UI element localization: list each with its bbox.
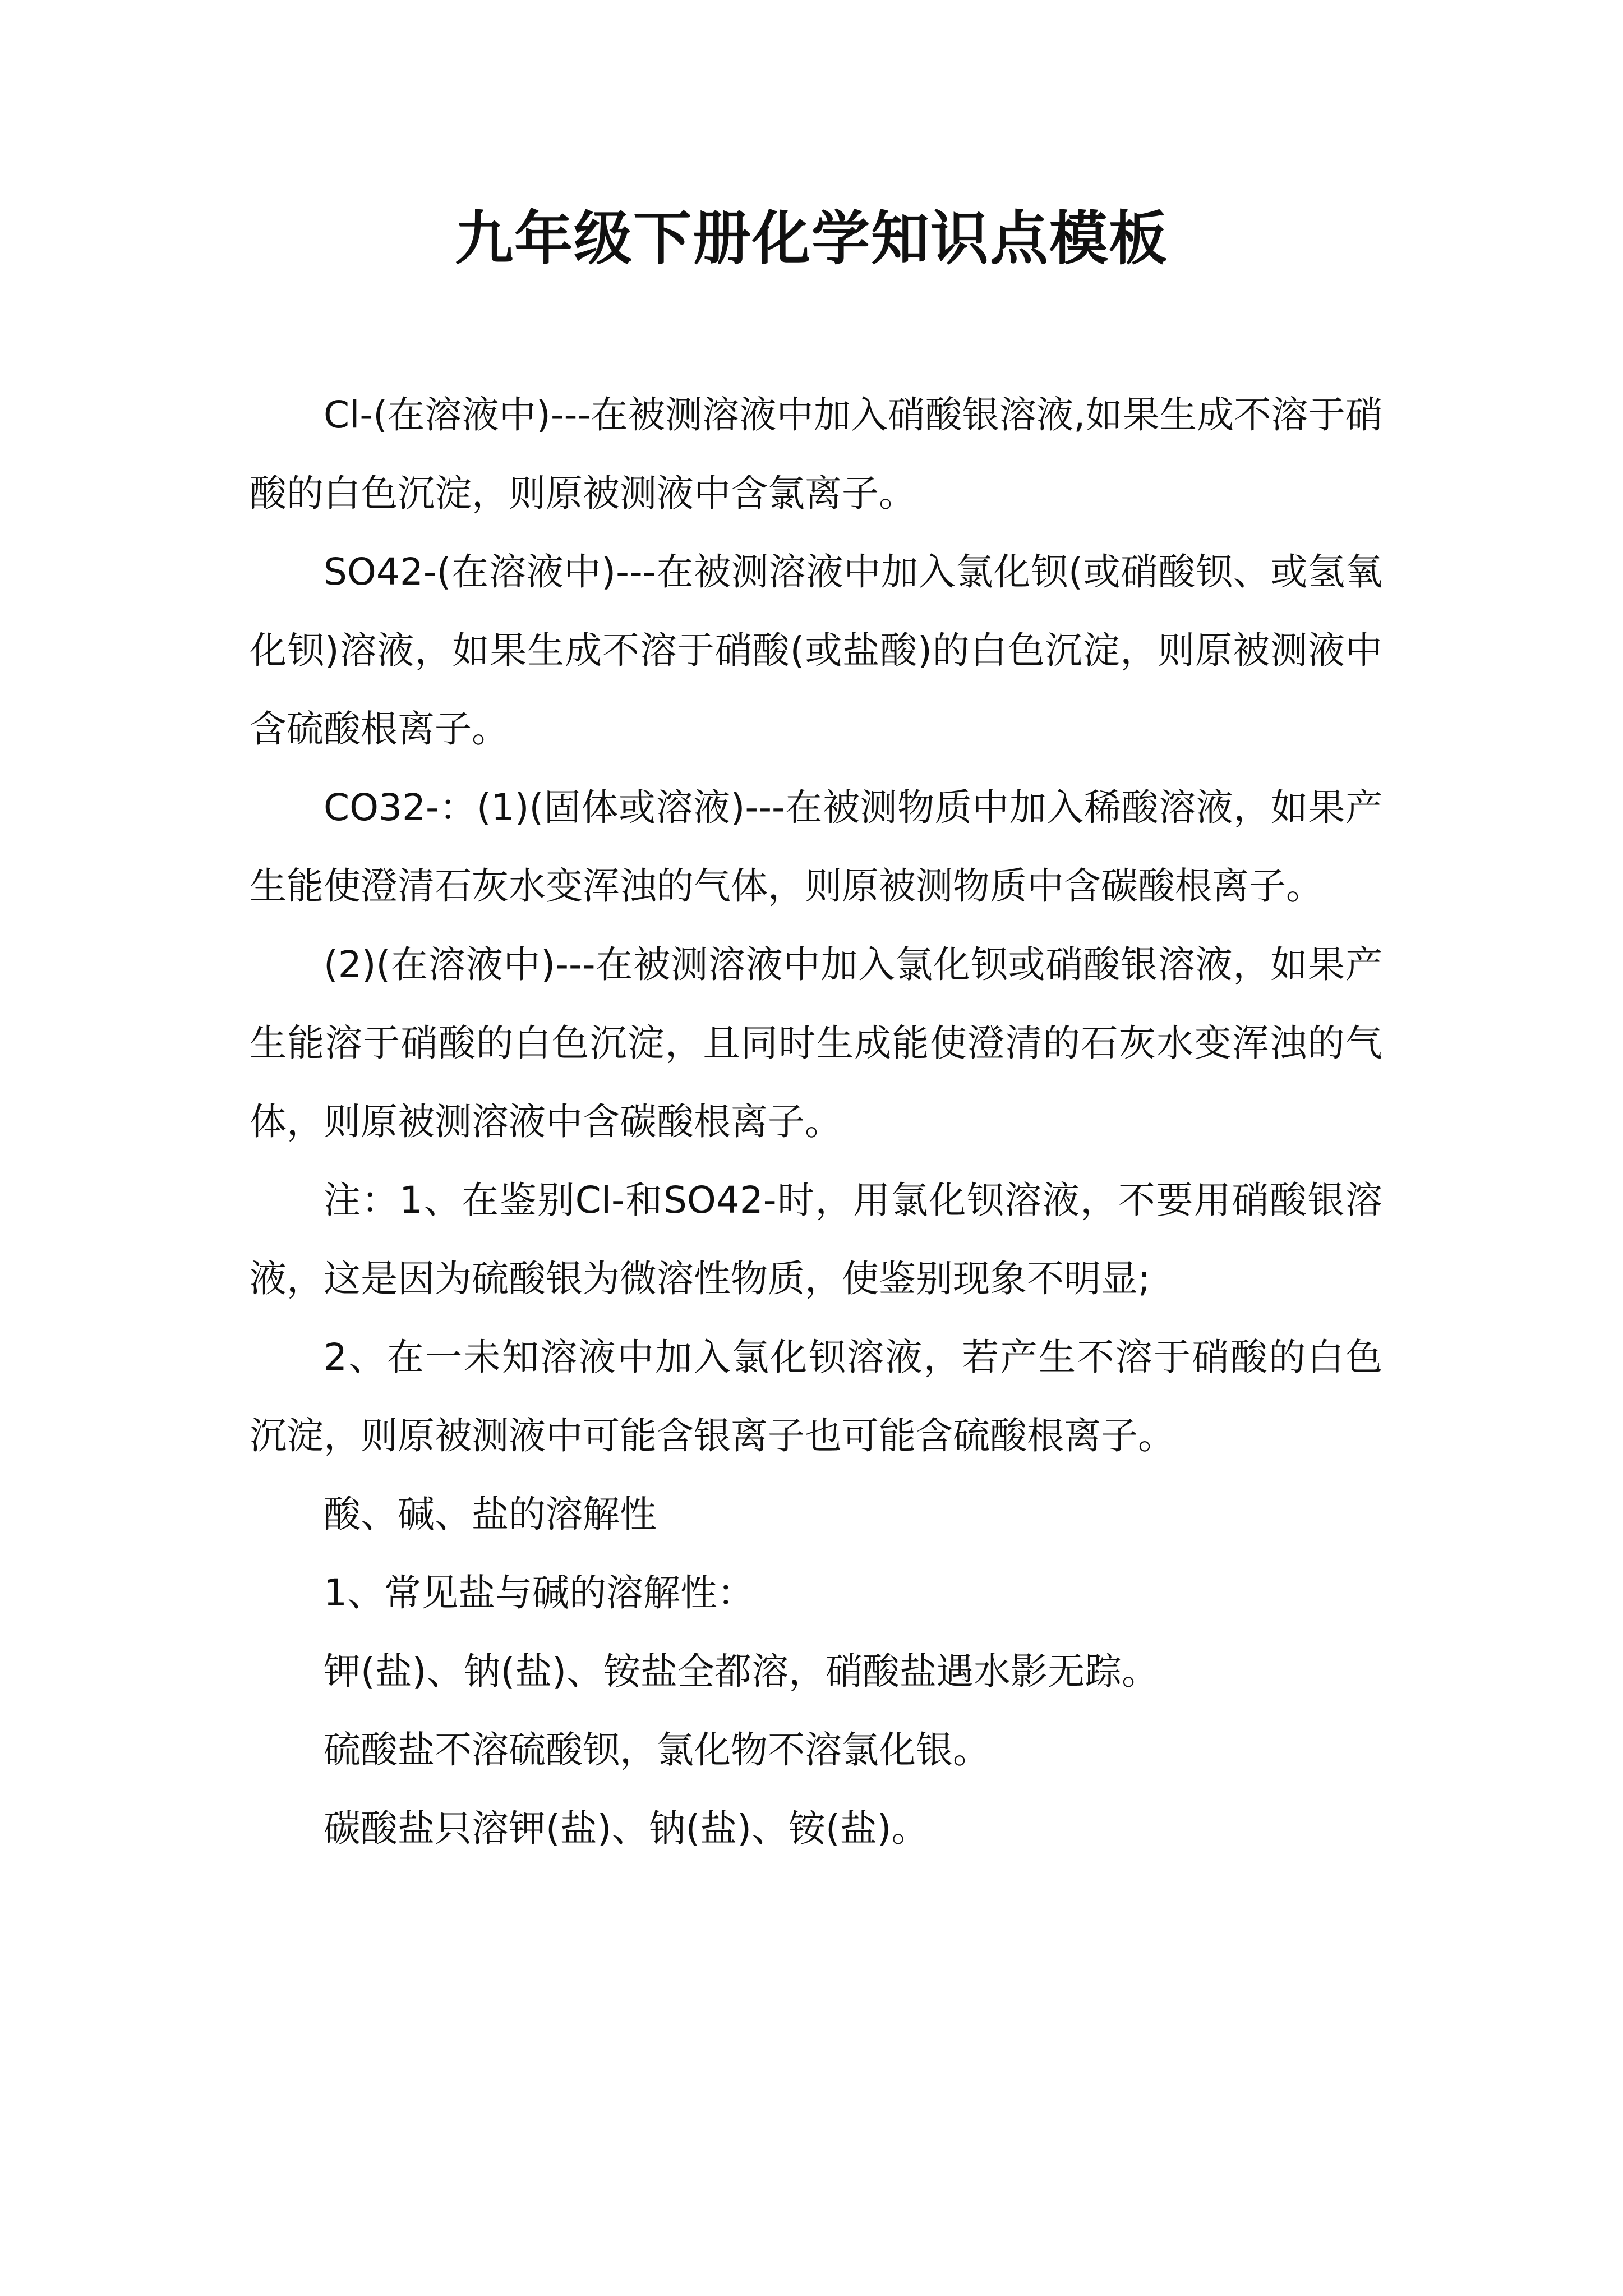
paragraph-note-1: 注：1、在鉴别Cl-和SO42-时，用氯化钡溶液，不要用硝酸银溶液，这是因为硫酸银为微溶性物质，使鉴别现象不明显; [250, 1179, 1382, 1300]
paragraph-rhyme-line-1: 钾(盐)、钠(盐)、铵盐全都溶，硝酸盐遇水影无踪。 [324, 1650, 1159, 1693]
document-body [250, 376, 1382, 1868]
paragraph-rhyme-line-3: 碳酸盐只溶钾(盐)、钠(盐)、铵(盐)。 [324, 1807, 929, 1850]
paragraph-chloride-test: Cl-(在溶液中)---在被测溶液中加入硝酸银溶液,如果生成不溶于硝酸的白色沉淀，则原被测液中含氯离子。 [250, 393, 1382, 515]
paragraph-solubility-heading: 酸、碱、盐的溶解性 [324, 1493, 657, 1536]
paragraph-carbonate-test-1: CO32-：(1)(固体或溶液)---在被测物质中加入稀酸溶液，如果产生能使澄清石灰水变浑浊的气体，则原被测物质中含碳酸根离子。 [250, 786, 1382, 908]
paragraph-note-2: 2、在一未知溶液中加入氯化钡溶液，若产生不溶于硝酸的白色沉淀，则原被测液中可能含银离子也可能含硫酸根离子。 [250, 1336, 1382, 1457]
paragraph-carbonate-test-2: (2)(在溶液中)---在被测溶液中加入氯化钡或硝酸银溶液，如果产生能溶于硝酸的白色沉淀，且同时生成能使澄清的石灰水变浑浊的气体，则原被测溶液中含碳酸根离子。 [250, 943, 1382, 1143]
document-title: 九年级下册化学知识点模板 [454, 204, 1168, 273]
paragraph-sulfate-test: SO42-(在溶液中)---在被测溶液中加入氯化钡(或硝酸钡、或氢氧化钡)溶液，如果生成不溶于硝酸(或盐酸)的白色沉淀，则原被测液中含硫酸根离子。 [250, 550, 1382, 751]
paragraph-solubility-subheading: 1、常见盐与碱的溶解性： [324, 1571, 754, 1614]
paragraph-rhyme-line-2: 硫酸盐不溶硫酸钡，氯化物不溶氯化银。 [324, 1728, 990, 1772]
